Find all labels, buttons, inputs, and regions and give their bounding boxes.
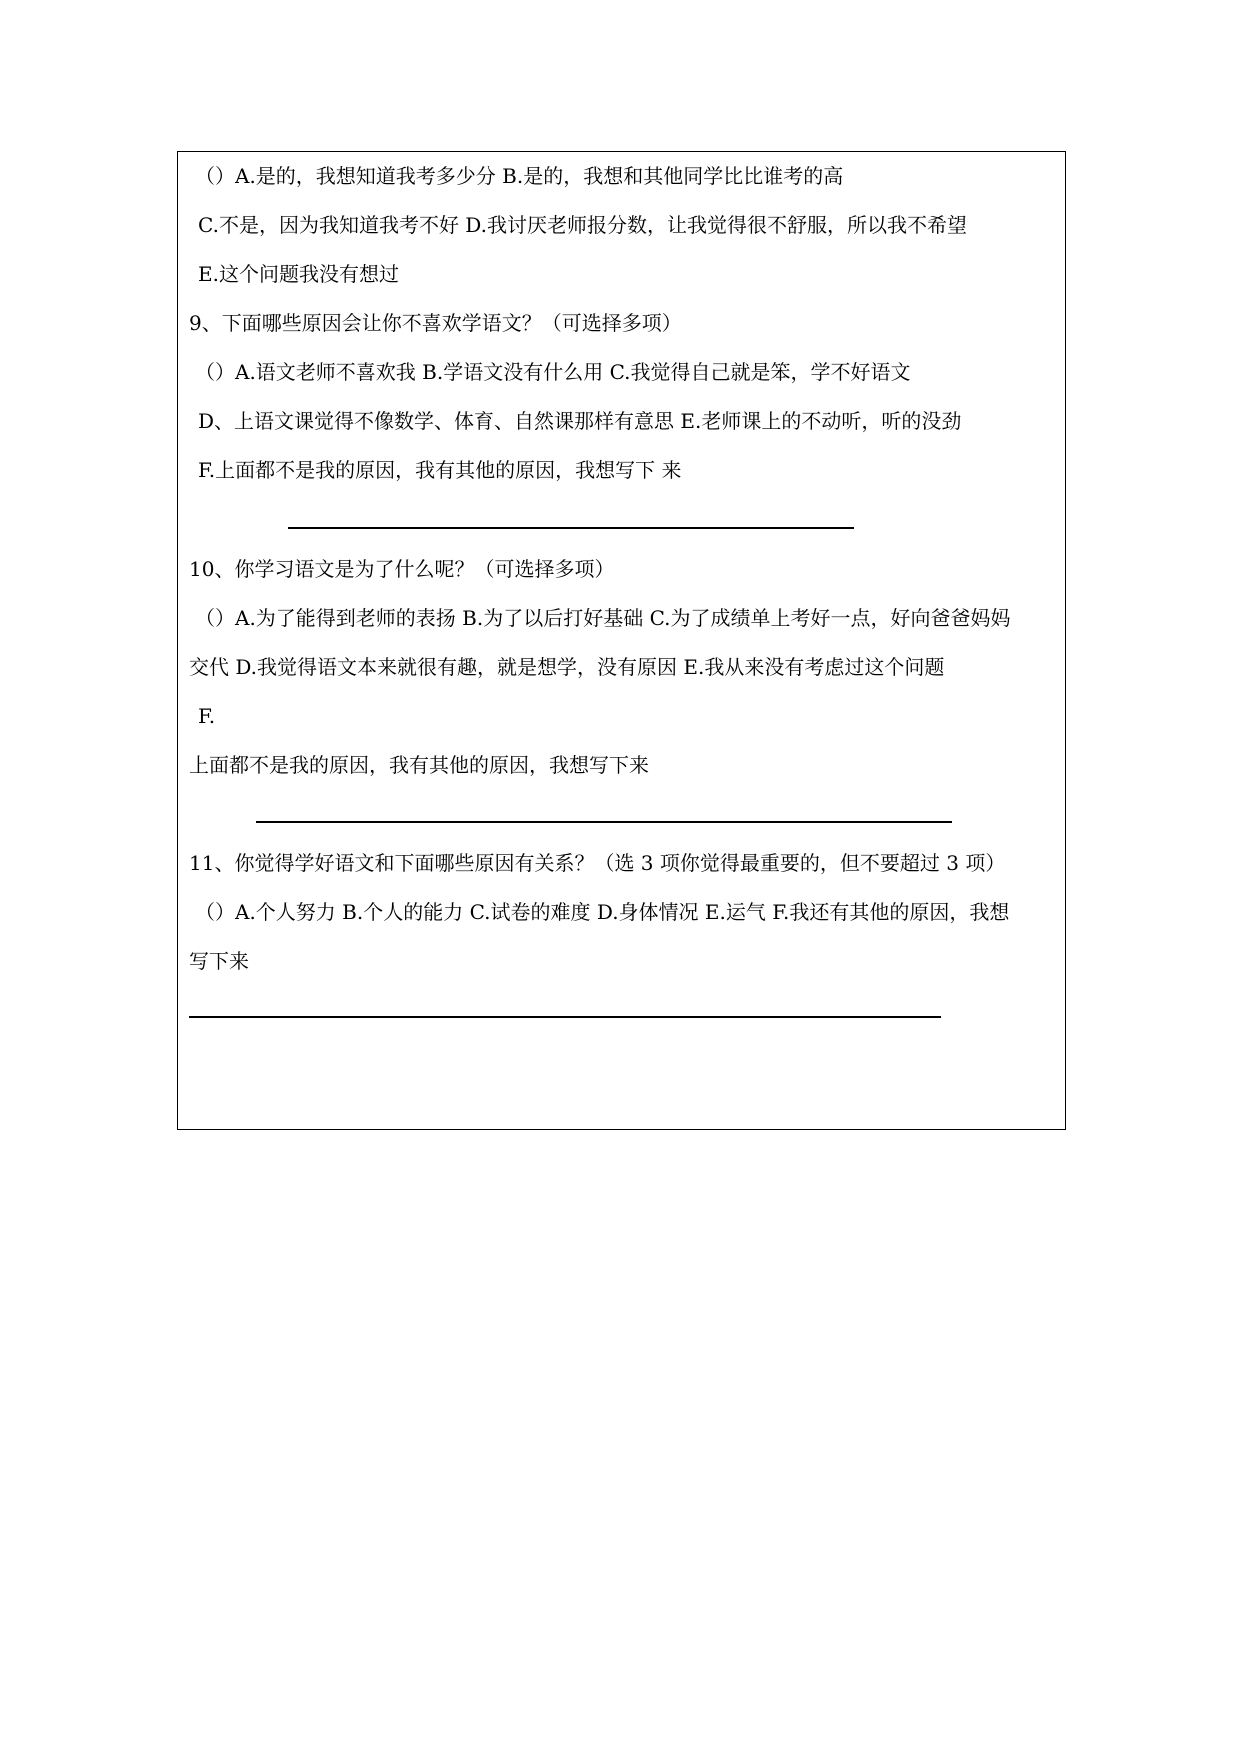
q10-question: 10、你学习语文是为了什么呢？（可选择多项） bbox=[189, 557, 615, 581]
q8-options-line-3: E.这个问题我没有想过 bbox=[198, 262, 399, 286]
q9-answer-blank[interactable] bbox=[288, 527, 854, 529]
q10-options-line-3: F. bbox=[198, 704, 216, 728]
q11-options-line-1: （）A.个人努力 B.个人的能力 C.试卷的难度 D.身体情况 E.运气 F.我还有其他的原因，我想 bbox=[195, 900, 1010, 924]
q9-options-line-1: （）A.语文老师不喜欢我 B.学语文没有什么用 C.我觉得自己就是笨，学不好语文 bbox=[195, 360, 911, 384]
questionnaire-frame bbox=[177, 151, 1066, 1130]
q11-question: 11、你觉得学好语文和下面哪些原因有关系？（选 3 项你觉得最重要的，但不要超过 3 项） bbox=[189, 851, 1006, 875]
q9-options-line-2: D、上语文课觉得不像数学、体育、自然课那样有意思 E.老师课上的不动听，听的没劲 bbox=[198, 409, 962, 433]
q10-options-line-4: 上面都不是我的原因，我有其他的原因，我想写下来 bbox=[189, 753, 649, 777]
q8-options-line-1: （）A.是的，我想知道我考多少分 B.是的，我想和其他同学比比谁考的高 bbox=[195, 164, 844, 188]
q10-options-line-1: （）A.为了能得到老师的表扬 B.为了以后打好基础 C.为了成绩单上考好一点，好向爸爸妈妈 bbox=[195, 606, 1011, 630]
q10-options-line-2: 交代 D.我觉得语文本来就很有趣，就是想学，没有原因 E.我从来没有考虑过这个问题 bbox=[189, 655, 945, 679]
q9-options-line-3: F.上面都不是我的原因，我有其他的原因，我想写下 来 bbox=[198, 458, 682, 482]
q8-options-line-2: C.不是，因为我知道我考不好 D.我讨厌老师报分数，让我觉得很不舒服，所以我不希望 bbox=[198, 213, 967, 237]
q11-answer-blank[interactable] bbox=[189, 1016, 941, 1018]
q11-options-line-2: 写下来 bbox=[189, 949, 249, 973]
q10-answer-blank[interactable] bbox=[256, 821, 952, 823]
q9-question: 9、下面哪些原因会让你不喜欢学语文？（可选择多项） bbox=[189, 311, 682, 335]
